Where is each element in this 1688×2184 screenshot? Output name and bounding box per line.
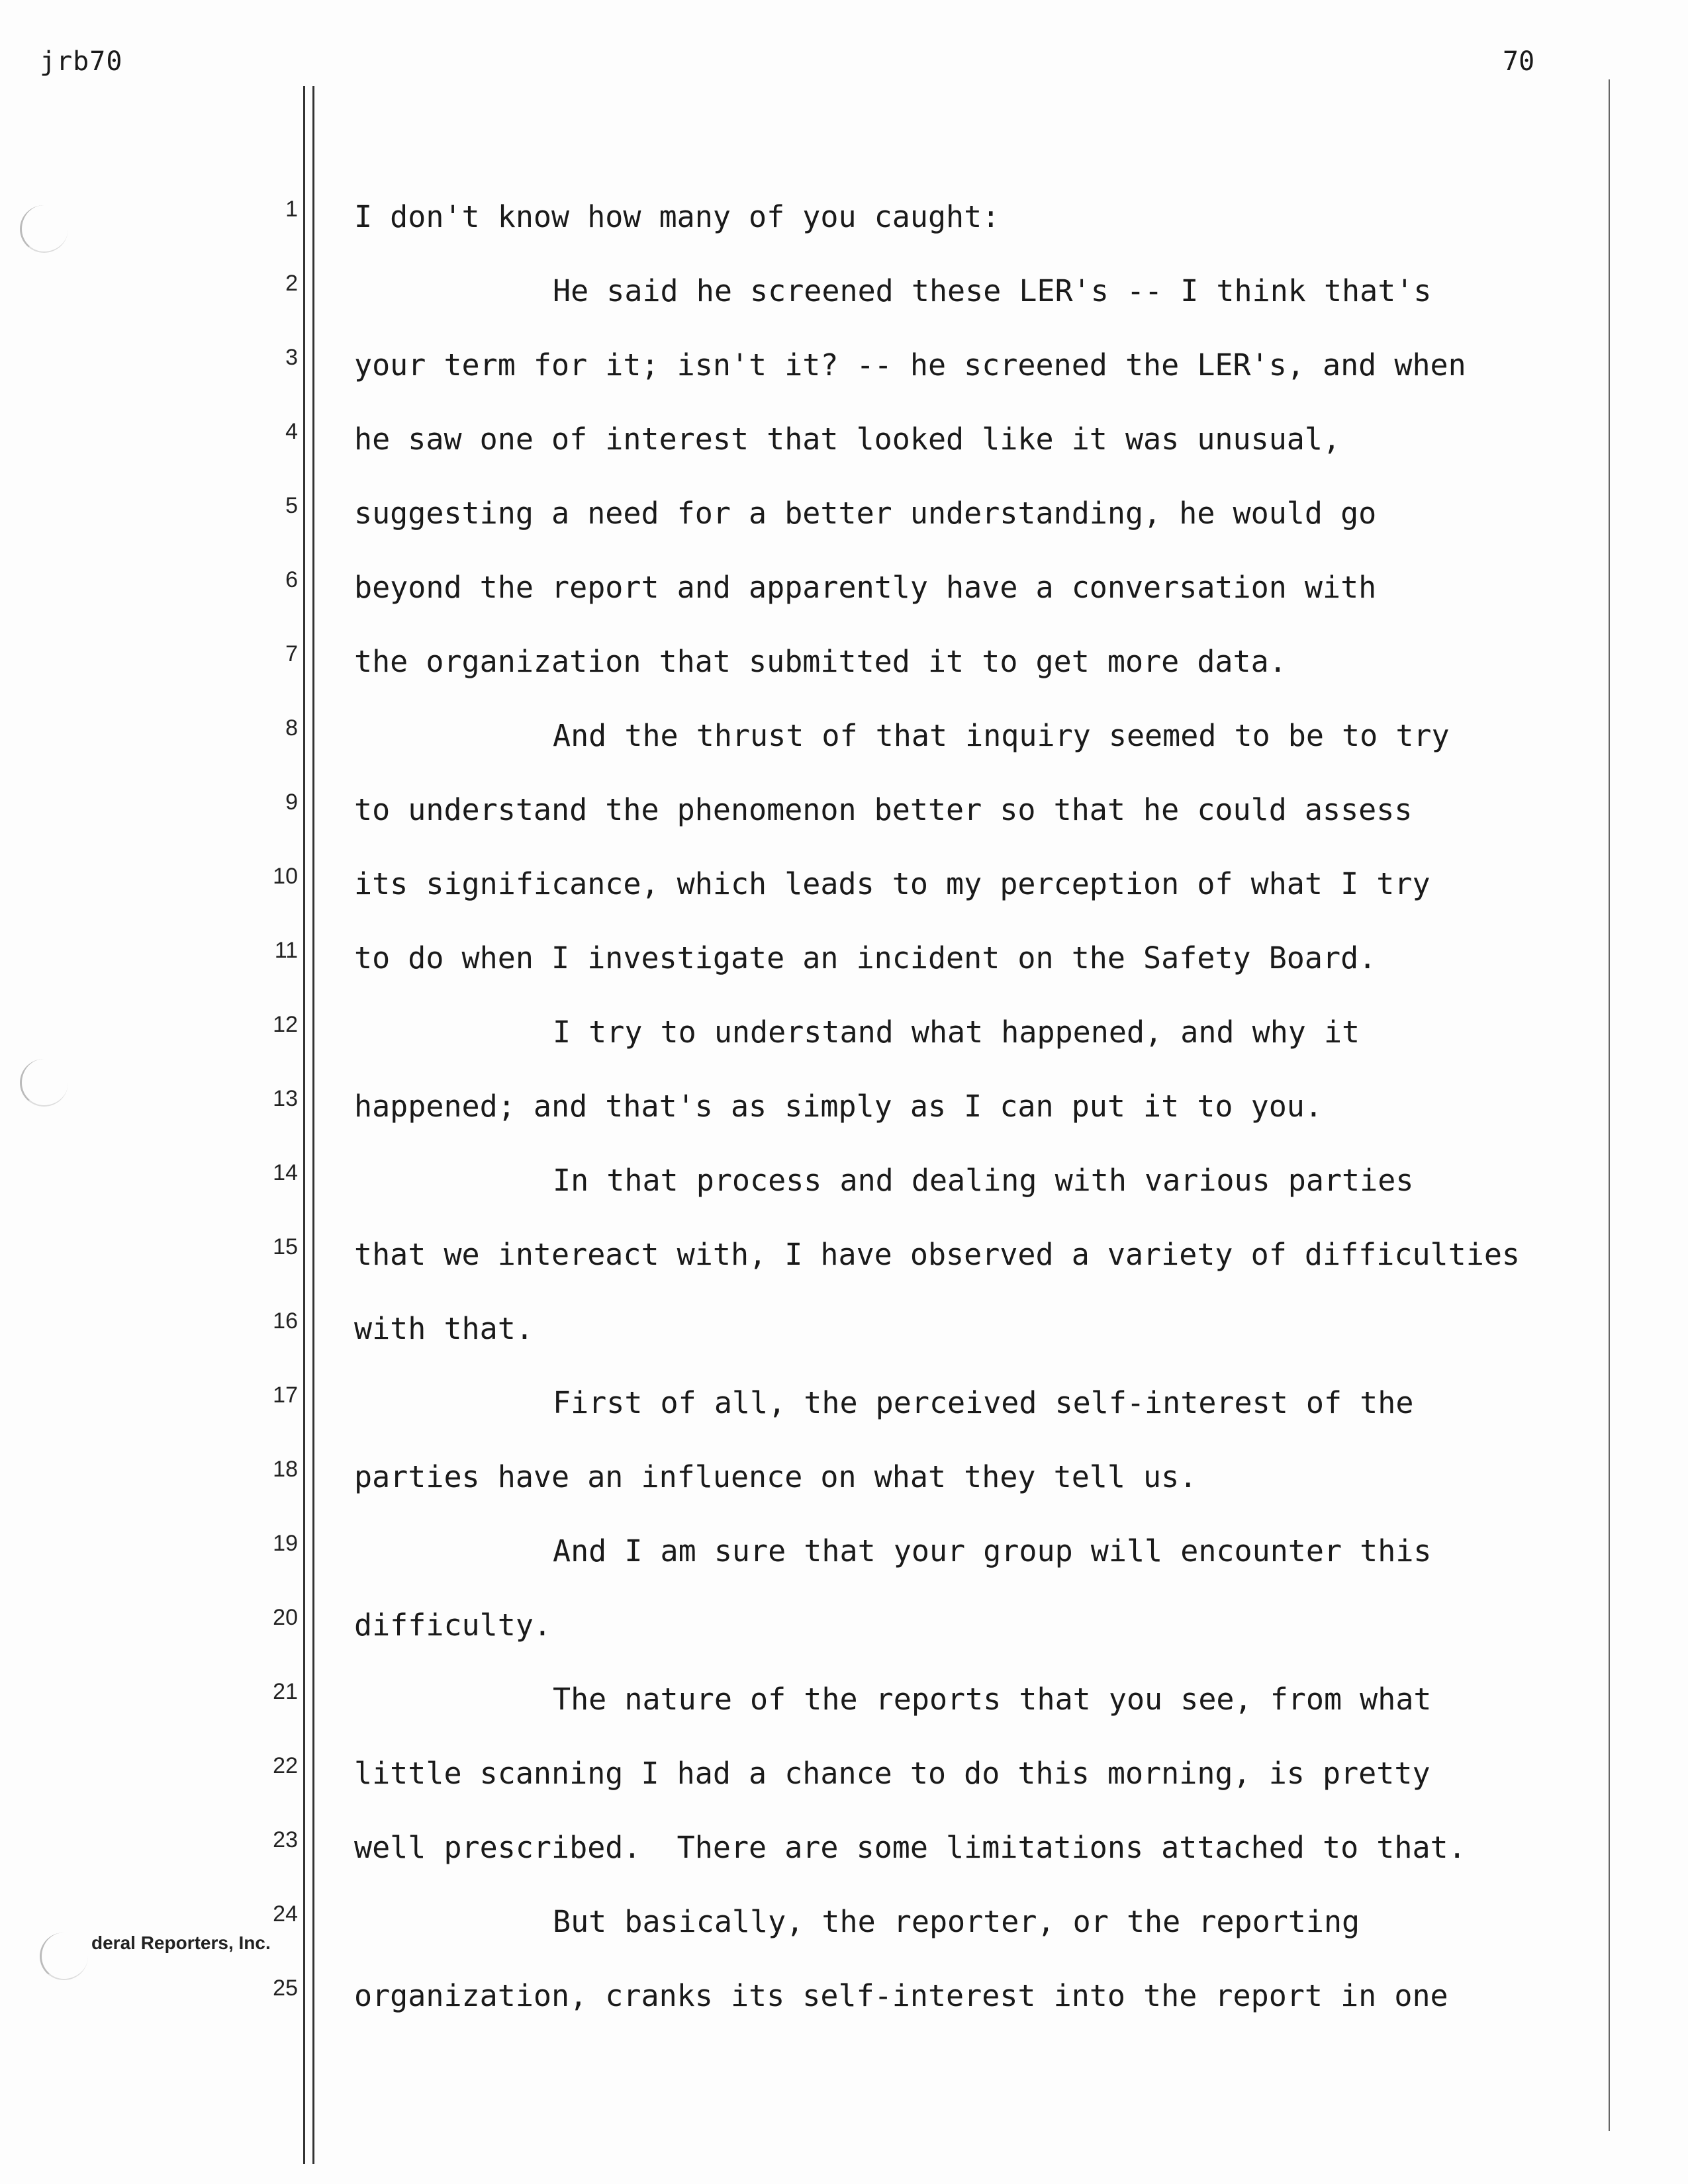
transcript-line: First of all, the perceived self-interest of the (553, 1385, 1414, 1420)
line-number: 22 (273, 1753, 298, 1778)
line-number: 15 (273, 1234, 298, 1259)
line-number: 16 (273, 1308, 298, 1334)
line-number: 7 (285, 641, 298, 666)
page-number: 70 (1503, 46, 1535, 77)
transcript-line: suggesting a need for a better understanding, he would go (354, 496, 1377, 531)
line-number: 4 (285, 419, 298, 444)
line-number: 10 (273, 864, 298, 889)
transcript-line: The nature of the reports that you see, from what (553, 1682, 1432, 1717)
line-number: 9 (285, 790, 298, 815)
transcript-line: well prescribed. There are some limitations attached to that. (354, 1830, 1466, 1865)
line-number: 21 (273, 1679, 298, 1704)
transcript-line: little scanning I had a chance to do this morning, is pretty (354, 1756, 1430, 1791)
transcript-line: I don't know how many of you caught: (354, 199, 1000, 234)
transcript-line: your term for it; isn't it? -- he screened the LER's, and when (354, 347, 1466, 383)
transcript-line: he saw one of interest that looked like it was unusual, (354, 422, 1341, 457)
line-number: 8 (285, 715, 298, 741)
line-number: 23 (273, 1827, 298, 1852)
line-number: 3 (285, 345, 298, 370)
transcript-line: the organization that submitted it to get more data. (354, 644, 1287, 679)
transcript-line: In that process and dealing with various parties (553, 1163, 1414, 1198)
transcript-line: to do when I investigate an incident on the Safety Board. (354, 940, 1377, 976)
binder-hole-icon (40, 1933, 88, 1980)
transcript-line: parties have an influence on what they tell us. (354, 1459, 1197, 1494)
transcript-line: its significance, which leads to my perception of what I try (354, 866, 1430, 901)
transcript-line: to understand the phenomenon better so that he could assess (354, 792, 1413, 827)
transcript-line: But basically, the reporter, or the reporting (553, 1904, 1360, 1939)
transcript-line: happened; and that's as simply as I can put it to you. (354, 1089, 1323, 1124)
transcript-line: organization, cranks its self-interest into the report in one (354, 1978, 1448, 2013)
line-number: 18 (273, 1457, 298, 1482)
line-number: 11 (274, 938, 298, 963)
transcript-line: with that. (354, 1311, 534, 1346)
line-number: 1 (285, 197, 298, 222)
transcript-line: difficulty. (354, 1608, 552, 1643)
line-number: 13 (273, 1086, 298, 1111)
transcript-line: And the thrust of that inquiry seemed to be to try (553, 718, 1450, 753)
line-number: 17 (273, 1383, 298, 1408)
line-number: 2 (285, 271, 298, 296)
line-number: 20 (273, 1605, 298, 1630)
document-id: jrb70 (40, 46, 123, 77)
transcript-line: He said he screened these LER's -- I think that's (553, 273, 1432, 308)
margin-rule-right (1609, 79, 1610, 2131)
binder-hole-icon (20, 1059, 68, 1107)
line-number: 12 (273, 1012, 298, 1037)
line-number: 24 (273, 1901, 298, 1927)
reporter-label: deral Reporters, Inc. (91, 1933, 271, 1953)
transcript-line: And I am sure that your group will encounter this (553, 1533, 1432, 1569)
binder-hole-icon (20, 205, 68, 253)
transcript-line: I try to understand what happened, and why it (553, 1015, 1360, 1050)
line-number: 19 (273, 1531, 298, 1556)
transcript-line: beyond the report and apparently have a conversation with (354, 570, 1377, 605)
margin-rule-left-inner (312, 86, 314, 2164)
transcript-line: that we intereact with, I have observed a variety of difficulties (354, 1237, 1520, 1272)
margin-rule-left-outer (303, 86, 305, 2164)
line-number: 25 (273, 1976, 298, 2001)
line-number: 5 (285, 493, 298, 518)
line-number: 6 (285, 567, 298, 592)
line-number: 14 (273, 1160, 298, 1185)
